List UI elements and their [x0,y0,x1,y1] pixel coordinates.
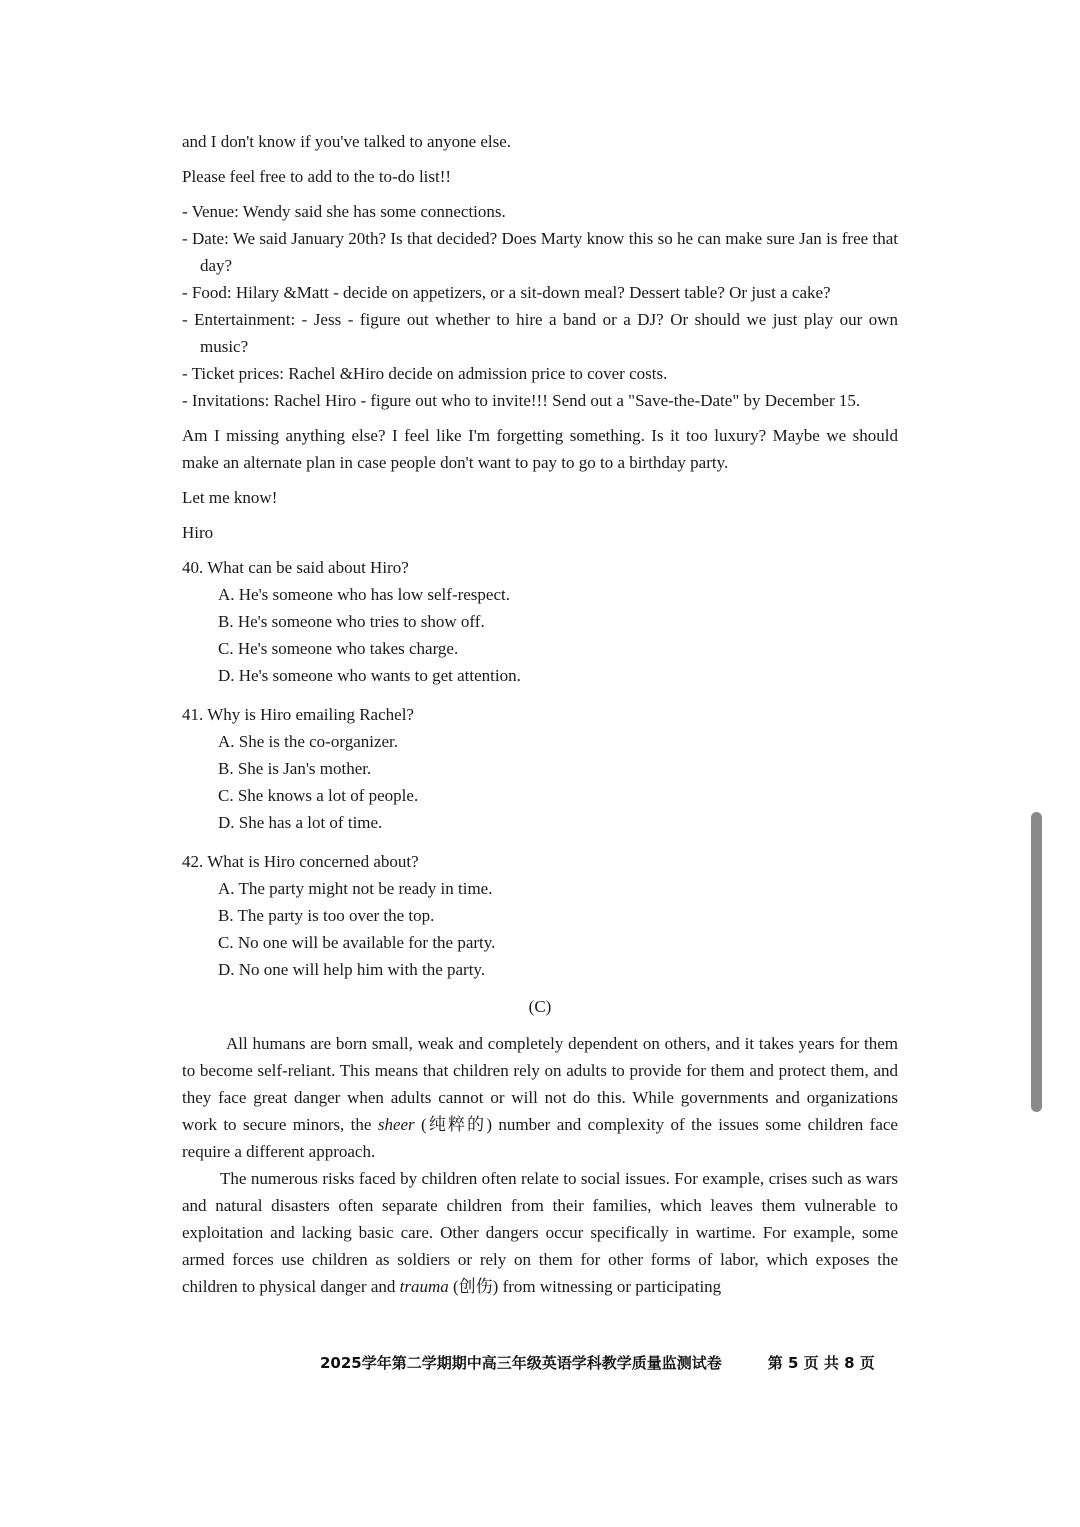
question-40 [182,554,898,689]
exam-title: 2025学年第二学期期中高三年级英语学科教学质量监测试卷 [320,1354,722,1372]
question-41 [182,701,898,836]
email-line-2: Please feel free to add to the to-do list!! [182,167,452,186]
page-content [182,128,898,1300]
vertical-scrollbar[interactable] [1031,812,1042,1112]
passage-text: (创伤) from witnessing or participating [448,1277,722,1296]
page-number: 第 5 页 共 8 页 [767,1354,875,1372]
passage-paragraph-1 [182,1030,898,1165]
question-stem: 41. Why is Hiro emailing Rachel? [182,705,414,724]
question-42 [182,848,898,983]
email-let-me-know: Let me know! [182,488,278,507]
option-b: B. The party is too over the top. [218,906,435,925]
option-a: A. He's someone who has low self-respect. [218,585,510,604]
question-stem: 40. What can be said about Hiro? [182,558,409,577]
section-c-label: (C) [528,997,552,1016]
passage-text: (纯粹的) number and complexity of the issues some children face require a different approach. [182,1115,898,1161]
page-footer [320,1352,900,1373]
email-closing-paragraph: Am I missing anything else? I feel like I'm forgetting something. Is it too luxury? Maybe we should make an alternate plan in case people don't want to pay to go to a birthday party. [182,426,898,472]
passage-text: The numerous risks faced by children often relate to social issues. For example, crises such as wars and natural disasters often separate children from their families, which leaves them vulnerable to exploitation and lacking basic care. Other dangers occur specifically in wartime. For example, some armed forces use children as soldiers or rely on them for other forms of labor, which exposes the children to physical danger and [182,1169,898,1296]
passage-text: All humans are born small, weak and completely dependent on others, and it takes years for them to become self-reliant. This means that children rely on adults to provide for them and protect them, and they face great danger when adults cannot or will not do this. While governments and organizations work to secure minors, the [182,1034,898,1134]
todo-list [182,198,898,414]
todo-item-entertainment: - Entertainment: - Jess - figure out whether to hire a band or a DJ? Or should we just play our own music? [182,310,898,356]
todo-item-food: - Food: Hilary &Matt - decide on appetizers, or a sit-down meal? Dessert table? Or just a cake? [182,283,831,302]
todo-item-invitations: - Invitations: Rachel Hiro - figure out who to invite!!! Send out a "Save-the-Date" by December 15. [182,391,861,410]
email-line-1: and I don't know if you've talked to anyone else. [182,132,512,151]
option-d: D. No one will help him with the party. [218,960,486,979]
glossed-word-trauma: trauma [399,1277,449,1296]
option-b: B. He's someone who tries to show off. [218,612,485,631]
email-signature: Hiro [182,523,214,542]
option-a: A. The party might not be ready in time. [218,879,493,898]
question-stem: 42. What is Hiro concerned about? [182,852,419,871]
option-b: B. She is Jan's mother. [218,759,372,778]
option-d: D. She has a lot of time. [218,813,383,832]
todo-item-venue: - Venue: Wendy said she has some connections. [182,202,506,221]
option-a: A. She is the co-organizer. [218,732,399,751]
todo-item-date: - Date: We said January 20th? Is that decided? Does Marty know this so he can make sure Jan is free that day? [182,229,898,275]
option-c: C. He's someone who takes charge. [218,639,459,658]
passage-paragraph-2 [182,1165,898,1300]
glossed-word-sheer: sheer [377,1115,415,1134]
option-c: C. No one will be available for the party. [218,933,496,952]
option-c: C. She knows a lot of people. [218,786,419,805]
option-d: D. He's someone who wants to get attention. [218,666,521,685]
todo-item-ticket-prices: - Ticket prices: Rachel &Hiro decide on admission price to cover costs. [182,364,668,383]
